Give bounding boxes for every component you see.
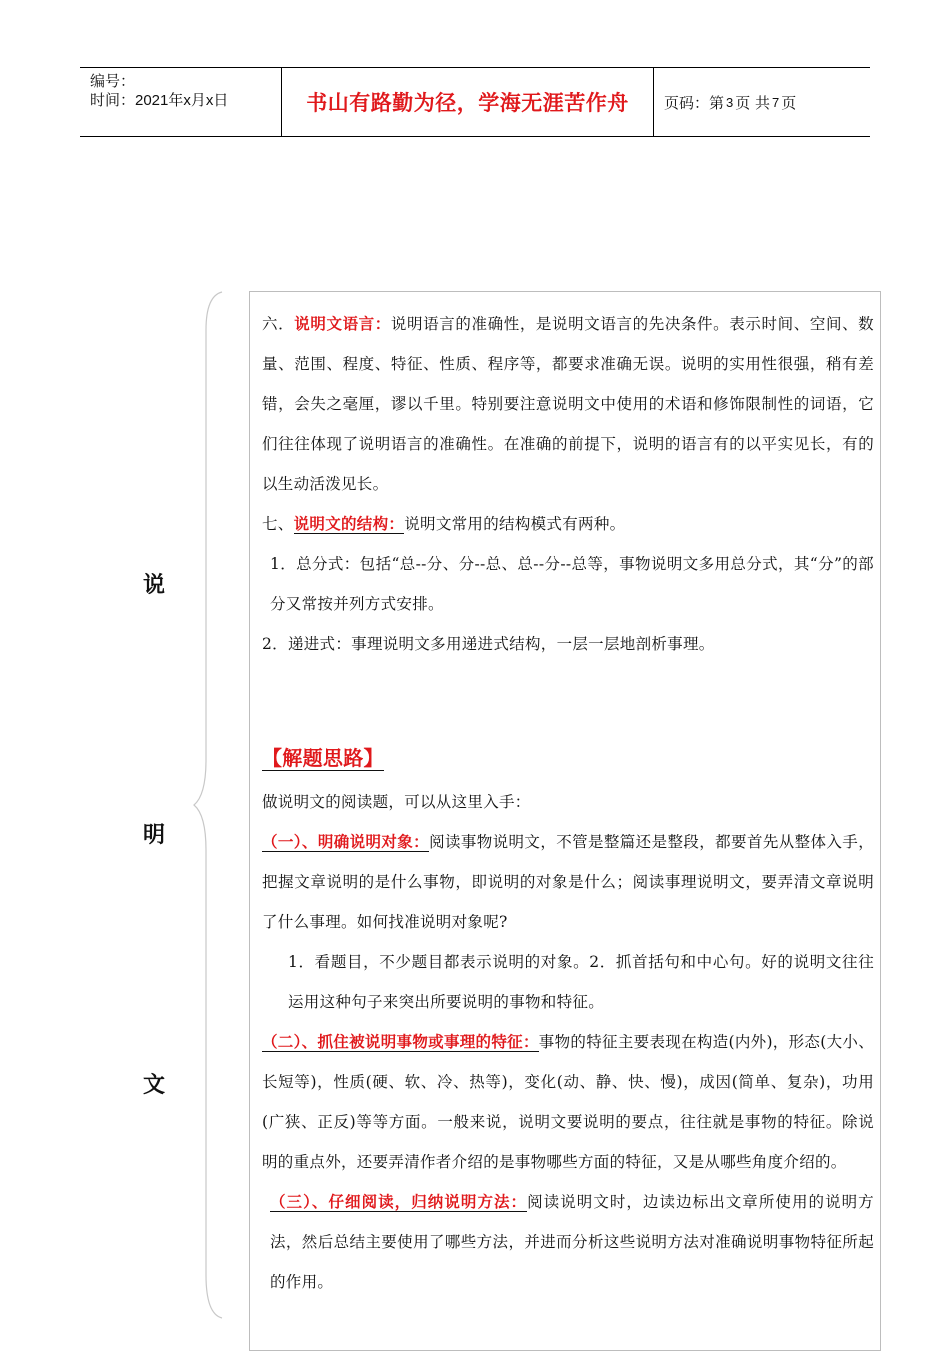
approach-1-item: 1．看题目，不少题目都表示说明的对象。2．抓首括句和中心句。好的说明文往往运用这种句子来突出所要说明的事物和特征。 [288, 953, 874, 1011]
approach-heading-line [262, 736, 874, 782]
header-page-cell [654, 68, 870, 136]
side-title-char-2: 明 [143, 823, 166, 848]
side-title-char-1: 说 [143, 573, 166, 598]
approach-1-text: 阅读事物说明文，不管是整篇还是整段，都要首先从整体入手，把握文章说明的是什么事物，即说明的对象是什么；阅读事理说明文，要弄清文章说明了什么事理。如何找准说明对象呢? [262, 833, 874, 931]
time-label: 时间：2021年x月x日 [90, 92, 229, 109]
section-7-title: 说明文的结构： [293, 514, 405, 533]
approach-1 [262, 822, 874, 942]
approach-1-title: （一）、明确说明对象： [262, 832, 430, 851]
left-brace-icon [192, 290, 232, 1320]
side-title-char-3: 文 [143, 1073, 166, 1098]
approach-2 [262, 1022, 874, 1182]
approach-2-title: （二）、抓住被说明事物或事理的特征： [262, 1032, 539, 1051]
approach-heading: 【解题思路】 [262, 746, 384, 770]
section-7-item-1: 1．总分式：包括“总--分、分--总、总--分--总等，事物说明文多用总分式，其“分”的部分又常按并列方式安排。 [270, 555, 874, 613]
page-mid: 页 共 [735, 93, 771, 112]
section-6-text: 说明语言的准确性，是说明文语言的先决条件。表示时间、空间、数量、范围、程度、特征、性质、程序等，都要求准确无误。说明的实用性很强，稍有差错，会失之毫厘，谬以千里。特别要注意说明文中使用的术语和修饰限制性的词语，它们往往体现了说明语言的准确性。在准确的前提下，说明的语言有的以平实见长，有的以生动活泼见长。 [262, 315, 874, 493]
page-suffix: 页 [781, 93, 797, 112]
motto: 书山有路勤为径，学海无涯苦作舟 [306, 91, 629, 115]
content-body [262, 304, 874, 1302]
section-6 [262, 304, 874, 504]
section-6-title: 说明文语言： [294, 314, 391, 333]
approach-intro: 做说明文的阅读题，可以从这里入手： [262, 793, 531, 811]
approach-3 [262, 1182, 874, 1302]
section-7-text: 说明文常用的结构模式有两种。 [404, 515, 626, 533]
header-motto-cell [282, 68, 654, 136]
approach-2-text: 事物的特征主要表现在构造(内外)，形态(大小、长短等)，性质(硬、软、冷、热等)，变化(动、静、快、慢)，成因(简单、复杂)，功用(广狭、正反)等等方面。一般来说，说明文要说明的要点，往往就是事物的特征。除说明的重点外，还要弄清作者介绍的是事物哪些方面的特征，又是从哪些角度介绍的。 [262, 1033, 875, 1171]
page-total: 7 [772, 94, 780, 110]
section-7-number: 七、 [262, 515, 294, 533]
number-label: 编号： [90, 73, 136, 90]
section-6-number: 六． [262, 315, 295, 333]
section-7 [262, 504, 874, 544]
page-current: 3 [726, 94, 734, 110]
spacer [262, 664, 874, 736]
page-prefix: 页码：第 [664, 93, 725, 112]
page-header [80, 67, 870, 137]
section-7-item-2: 2．递进式：事理说明文多用递进式结构，一层一层地剖析事理。 [262, 635, 715, 653]
header-meta-cell [80, 68, 282, 136]
approach-3-text: 阅读说明文时，边读边标出文章所使用的说明方法，然后总结主要使用了哪些方法，并进而分析这些说明方法对准确说明事物特征所起的作用。 [270, 1193, 874, 1291]
approach-3-title: （三）、仔细阅读，归纳说明方法： [270, 1192, 528, 1211]
